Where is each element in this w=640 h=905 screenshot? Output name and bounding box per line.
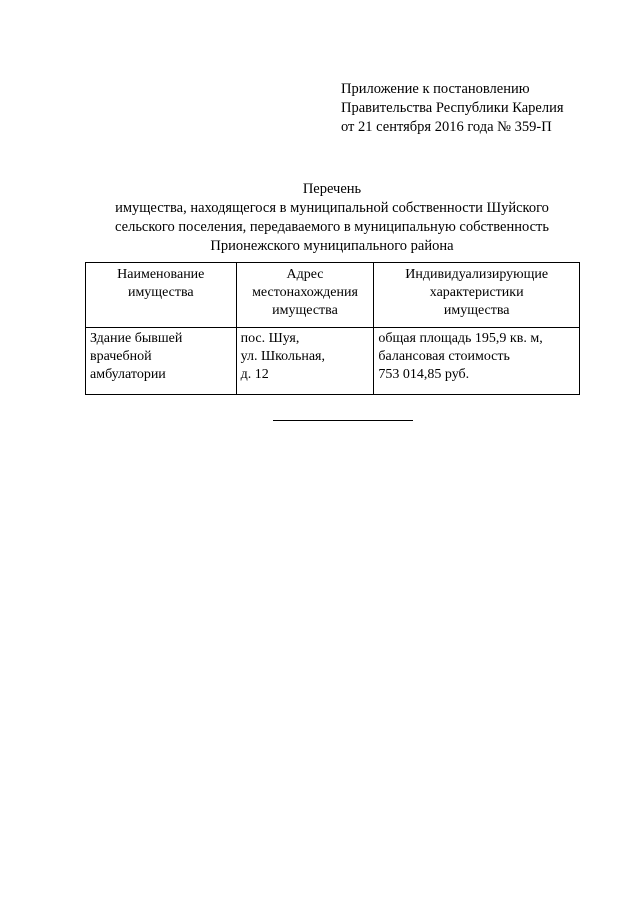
- cell-address: пос. Шуя, ул. Школьная, д. 12: [236, 328, 374, 395]
- appendix-line-3: от 21 сентября 2016 года № 359-П: [341, 119, 552, 135]
- title-heading: Перечень: [302, 181, 362, 197]
- header-characteristics: Индивидуализирующие характеристики имущества: [374, 263, 580, 328]
- cell-name: Здание бывшей врачебной амбулатории: [86, 328, 237, 395]
- document-title: [84, 180, 580, 256]
- title-line-2: сельского поселения, передаваемого в муниципальную собственность: [115, 219, 549, 235]
- header-name: Наименование имущества: [86, 263, 237, 328]
- cell-characteristics: общая площадь 195,9 кв. м, балансовая стоимость 753 014,85 руб.: [374, 328, 580, 395]
- closing-separator-line: [273, 420, 413, 421]
- header-address: Адрес местонахождения имущества: [236, 263, 374, 328]
- title-line-1: имущества, находящегося в муниципальной собственности Шуйского: [115, 200, 549, 216]
- appendix-reference: [341, 80, 601, 137]
- title-line-3: Прионежского муниципального района: [210, 238, 454, 254]
- table-header-row: [86, 263, 580, 328]
- table-row: [86, 328, 580, 395]
- appendix-line-2: Правительства Республики Карелия: [341, 100, 564, 116]
- appendix-line-1: Приложение к постановлению: [341, 81, 530, 97]
- property-table: [85, 262, 580, 395]
